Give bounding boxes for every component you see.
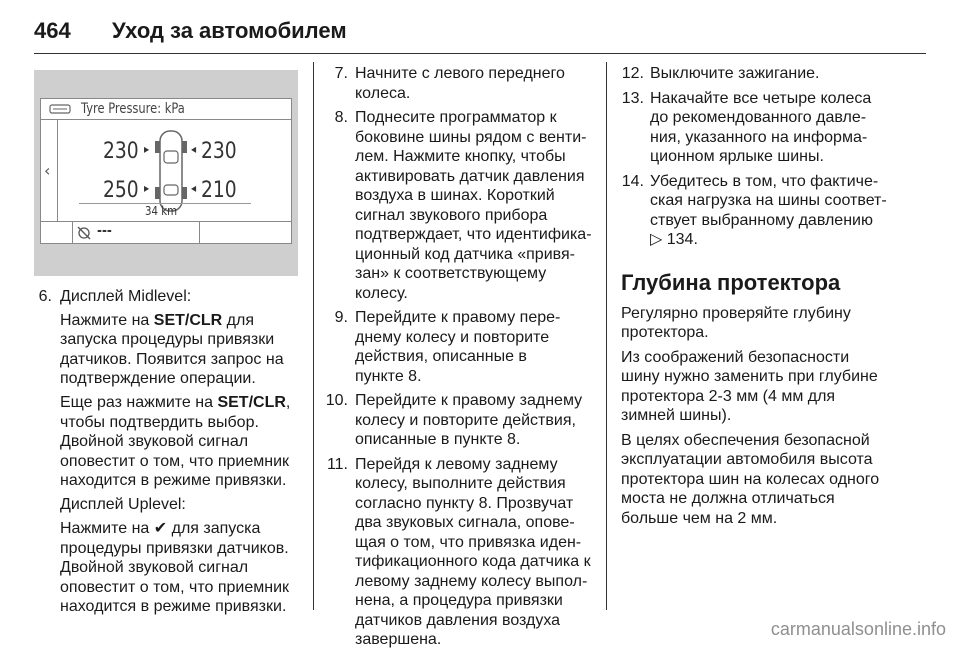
reference-page-number: 134. — [666, 231, 698, 248]
step-text-line: тификационного кода датчика к — [355, 553, 591, 570]
step-number: 8. — [334, 109, 348, 126]
paragraph-line: Из соображений безопасности — [621, 348, 850, 366]
caret-right-icon: ▸ — [144, 142, 150, 156]
step-text-line: согласно пункту 8. Прозвучат — [355, 494, 574, 512]
front-left-pressure: 230 — [103, 139, 139, 164]
step-text-line: ционном ярлыке шины. — [650, 148, 824, 165]
step-text-line: воздуха в шинах. Короткий — [355, 187, 555, 204]
step-text-line: действия, описанные в — [355, 348, 527, 365]
step-text-line: Перейдите к правому заднему — [355, 392, 583, 409]
step-text-line: щая о том, что привязка иден- — [355, 533, 582, 551]
screen-bottom-cell-divider — [72, 222, 73, 243]
page-number: 464 — [34, 18, 71, 43]
step-text-line: активировать датчик давления — [355, 167, 585, 185]
watermark: carmanualsonline.info — [770, 619, 946, 639]
text-line: Двойной звуковой сигнал — [60, 433, 249, 450]
header-rule — [34, 53, 926, 54]
rear-right-pressure: 210 — [201, 178, 237, 203]
display-screen — [40, 98, 292, 244]
text-line: оповестит о том, что приемник — [60, 453, 289, 470]
text-line: Двойной звуковой сигнал — [60, 559, 249, 576]
step-number: 14. — [621, 172, 644, 190]
step-text-line: лем. Нажмите кнопку, чтобы — [355, 148, 566, 165]
vehicle-icon — [49, 103, 71, 115]
step-text-line: Выключите зажигание. — [650, 65, 820, 82]
distance-readout: 34 km — [145, 204, 178, 218]
step-text-line: завершена. — [355, 631, 442, 648]
step-text-line: ния, указанного на информа- — [650, 128, 868, 146]
paragraph-line: протектора. — [621, 324, 709, 341]
text-line: Нажмите на ✔ для запуска — [60, 520, 261, 537]
section-heading: Глубина протектора — [621, 269, 841, 295]
chevron-left-icon[interactable]: ‹ — [44, 161, 51, 180]
step-text-line: два звуковых сигнала, опове- — [355, 514, 575, 531]
step-text-line: ствует выбранному давлению — [650, 211, 873, 229]
text-line: датчиков. Появится запрос на — [60, 351, 284, 368]
sensor-status: --- — [97, 223, 112, 239]
step-number: 9. — [334, 309, 348, 326]
caret-left-icon: ◂ — [191, 142, 197, 156]
step-text-line: ская нагрузка на шины соответ- — [650, 192, 887, 209]
step-number: 13. — [621, 89, 644, 107]
step-text-line: днему колесу и повторите — [355, 328, 550, 346]
screen-bottom-cell-divider — [199, 222, 200, 243]
tyre-sensor-off-icon — [76, 225, 92, 241]
checkmark-icon: ✔ — [153, 520, 168, 537]
step-text-line: колеса. — [355, 84, 411, 102]
step-text-line: зан» к соответствующему — [355, 265, 547, 282]
step-text-line: описанные в пункте 8. — [355, 431, 521, 448]
paragraph-line: протектора 2-3 мм (4 мм для — [621, 387, 836, 405]
screen-title: Tyre Pressure: kPa — [81, 101, 185, 117]
paragraph-line: В целях обеспечения безопасной — [621, 431, 870, 449]
step-text-line: Начните с левого переднего — [355, 65, 565, 82]
text-line: процедуры привязки датчиков. — [60, 540, 289, 557]
text-line: находится в режиме привязки. — [60, 598, 287, 615]
step-text-line: датчиков давления воздуха — [355, 611, 561, 629]
step-text-line: сигнал звукового прибора — [355, 206, 548, 224]
text-line: Еще раз нажмите на SET/CLR, — [60, 394, 291, 411]
reference-arrow-icon: ▷ — [650, 231, 667, 248]
step-text-line: нена, а процедура привязки — [355, 592, 563, 609]
step-text-line: колесу и повторите действия, — [355, 411, 576, 429]
step-text-line: Поднесите программатор к — [355, 109, 557, 126]
text-line: подтверждение операции. — [60, 370, 256, 387]
caret-right-icon: ▸ — [144, 181, 150, 195]
step-text-line: подтверждает, что идентифика- — [355, 226, 592, 243]
paragraph-line: зимней шины). — [621, 407, 732, 424]
column-divider-2 — [606, 62, 607, 610]
car-top-view-icon — [153, 127, 189, 215]
paragraph-line: эксплуатации автомобиля высота — [621, 451, 873, 468]
text-line: находится в режиме привязки. — [60, 472, 287, 489]
front-right-pressure: 230 — [201, 139, 237, 164]
step-number: 12. — [621, 65, 644, 82]
column-divider-1 — [313, 62, 314, 610]
step-6-title: Дисплей Midlevel: — [60, 288, 192, 305]
page-reference[interactable] — [650, 230, 698, 250]
step-text-line: ционный код датчика «привя- — [355, 245, 575, 263]
text-line: Дисплей Uplevel: — [60, 496, 186, 513]
step-number: 6. — [38, 288, 52, 305]
step-text-line: до рекомендованного давле- — [650, 109, 867, 126]
paragraph-line: моста не должна отличаться — [621, 490, 835, 507]
step-number: 11. — [326, 455, 348, 473]
paragraph-line: шину нужно заменить при глубине — [621, 368, 878, 385]
step-text-line: боковине шины рядом с венти- — [355, 128, 587, 146]
rear-left-pressure: 250 — [103, 178, 139, 203]
step-text-line: Перейдите к правому пере- — [355, 309, 561, 326]
text-line: чтобы подтвердить выбор. — [60, 414, 259, 431]
tyre-pressure-display-figure — [34, 70, 298, 276]
step-text-line: колесу. — [355, 284, 408, 302]
text-line: Нажмите на SET/CLR для — [60, 312, 254, 329]
step-text-line: левому заднему колесу выпол- — [355, 572, 588, 590]
paragraph-line: больше чем на 2 мм. — [621, 509, 778, 527]
caret-left-icon: ◂ — [191, 181, 197, 195]
screen-bottom-divider — [41, 221, 291, 222]
step-text-line: пункте 8. — [355, 367, 422, 385]
paragraph-line: протектора шин на колесах одного — [621, 470, 880, 488]
step-text-line: колесу, выполните действия — [355, 475, 566, 492]
text-line: запуска процедуры привязки — [60, 331, 275, 348]
step-text-line: Накачайте все четыре колеса — [650, 89, 872, 107]
step-number: 10. — [325, 392, 348, 409]
step-text-line: Перейдя к левому заднему — [355, 455, 558, 473]
step-text-line: Убедитесь в том, что фактиче- — [650, 172, 879, 190]
text-line: оповестит о том, что приемник — [60, 579, 289, 596]
step-number: 7. — [334, 65, 348, 82]
paragraph-line: Регулярно проверяйте глубину — [621, 304, 851, 322]
chapter-title: Уход за автомобилем — [112, 18, 347, 43]
